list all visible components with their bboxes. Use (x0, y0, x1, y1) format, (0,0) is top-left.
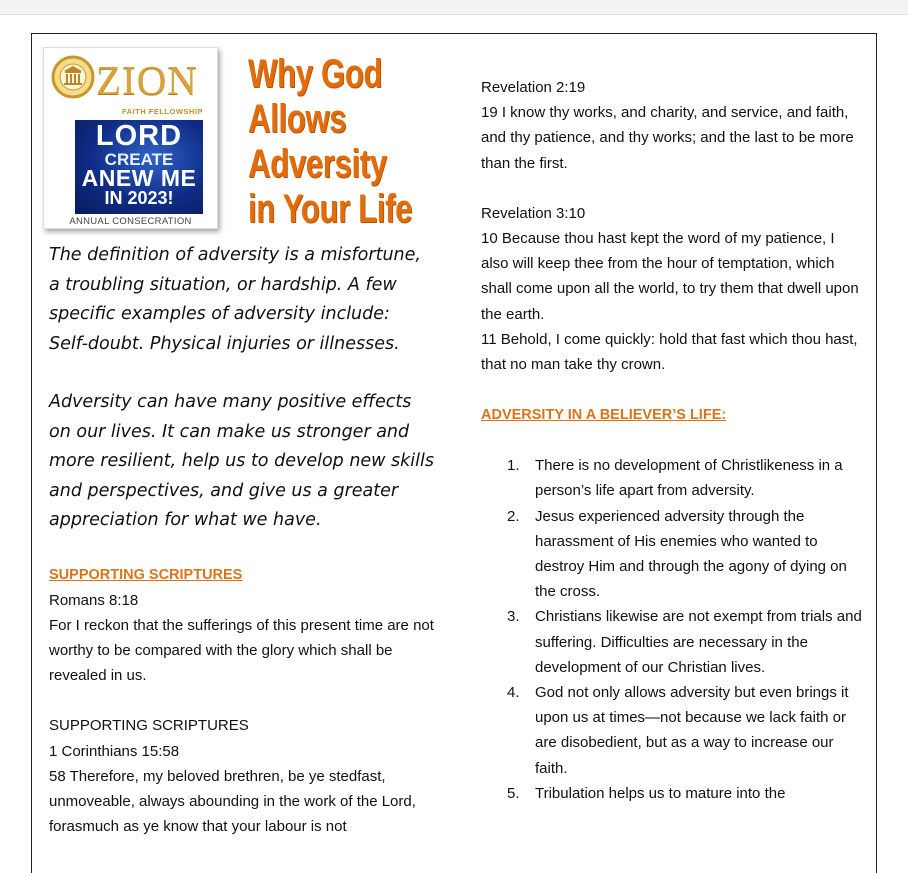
document-page (31, 33, 877, 873)
scripture-verse: For I reckon that the sufferings of this present time are not worthy to be compared with the glory which shall be revealed in us. (49, 616, 434, 685)
scripture-verse: 10 Because thou hast kept the word of my patience, I also will keep thee from the hour of temptation, which shall come upon all the world, to try them that dwell upon the earth. (481, 230, 859, 323)
consecration-banner (75, 120, 203, 214)
scripture-verse: 11 Behold, I come quickly: hold that fast which thou hast, that no man take thy crown. (481, 330, 858, 374)
banner-line-3: ANEW ME (81, 165, 197, 191)
adversity-heading: ADVERSITY IN A BELIEVER’S LIFE: (481, 407, 727, 424)
scripture-reference: 1 Corinthians 15:58 (49, 742, 180, 760)
title-line-1: Why God (248, 52, 383, 96)
intro-paragraph-2: Adversity can have many positive effects on our lives. It can make us stronger and more resilient, help us to develop new skills and perspectives, and give us a greater appreciation for what we have. (49, 392, 435, 530)
logo-subtitle: FAITH FELLOWSHIP (122, 107, 203, 116)
church-logo (43, 47, 218, 229)
page-title (248, 52, 413, 232)
scripture-verse: 58 Therefore, my beloved brethren, be ye stedfast, unmoveable, always abounding in the work of the Lord, forasmuch as ye know that your labour is not (49, 767, 416, 836)
banner-line-4: IN 2023! (104, 188, 174, 208)
scripture-verse: 19 I know thy works, and charity, and service, and faith, and thy patience, and thy works; and the last to be more than the first. (481, 104, 854, 172)
intro-paragraph-1: The definition of adversity is a misfortune, a troubling situation, or hardship. A few specific examples of adversity include: Self-doubt. Physical injuries or illnesses. (49, 245, 421, 354)
scripture-reference: Revelation 3:10 (481, 204, 586, 222)
banner-line-1: LORD (95, 120, 183, 152)
supporting-scriptures-heading: SUPPORTING SCRIPTURES (49, 566, 243, 583)
list-item: 4. God not only allows adversity but even brings it upon us at times—not because we lack faith or are disobedient, but as a way to increase our faith. (507, 684, 849, 777)
scripture-reference: Romans 8:18 (49, 591, 139, 609)
list-item: 2. Jesus experienced adversity through the harassment of His enemies who wanted to destroy Him and through the agony of dying on the cross. (507, 507, 847, 601)
list-item: 5. Tribulation helps us to mature into the (507, 784, 786, 802)
banner-line-2: CREATE (104, 150, 174, 169)
left-column (49, 241, 434, 839)
adversity-list (481, 453, 866, 806)
title-line-4: in Your Life (248, 187, 413, 231)
logo-brand: ZION (96, 57, 198, 103)
seal-icon (51, 55, 95, 99)
title-line-2: Allows (248, 97, 347, 141)
logo-caption: ANNUAL CONSECRATION (69, 216, 192, 227)
viewer-top-edge (0, 0, 908, 15)
supporting-scriptures-label: SUPPORTING SCRIPTURES (49, 717, 249, 735)
scripture-reference: Revelation 2:19 (481, 79, 586, 96)
right-column (481, 75, 866, 806)
list-item: 3. Christians likewise are not exempt from trials and suffering. Difficulties are necessary in the development of our Christian lives. (507, 608, 862, 676)
title-line-3: Adversity (248, 142, 387, 186)
list-item: 1. There is no development of Christlikeness in a person’s life apart from adversity. (507, 457, 843, 500)
